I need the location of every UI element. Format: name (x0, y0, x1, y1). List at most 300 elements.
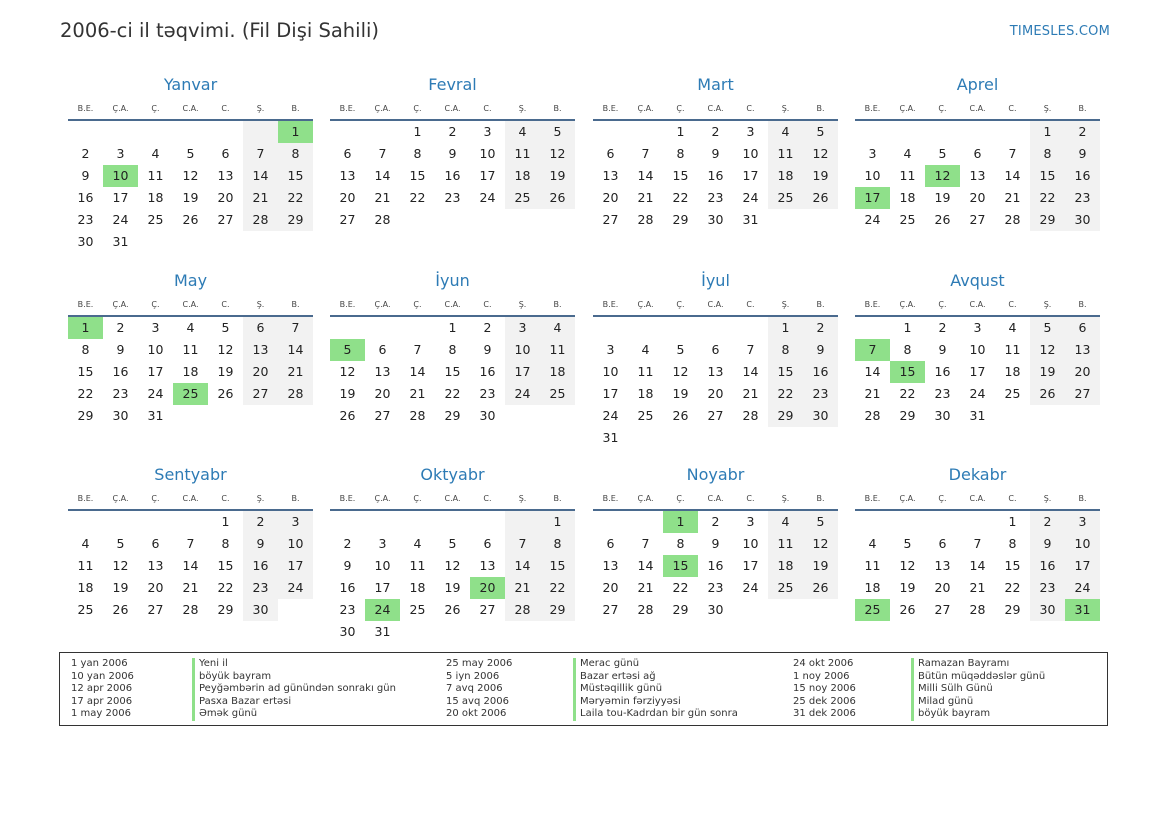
weekday-label: Ç.A. (112, 104, 129, 113)
day-cell: 11 (768, 533, 803, 555)
empty-cell (890, 121, 925, 143)
weekday-header (855, 99, 1100, 121)
day-cell: 1 (448, 320, 457, 335)
day-cell: 23 (1065, 187, 1100, 209)
weekday-label: Ç. (413, 494, 422, 503)
day-cell: 25 (899, 212, 916, 227)
weekday-label: Ş. (518, 104, 527, 113)
day-cell: 14 (864, 364, 881, 379)
day-cell: 15 (1004, 558, 1021, 573)
day-cell: 23 (339, 602, 356, 617)
weekday-label: Ş. (1043, 300, 1052, 309)
day-cell: 6 (483, 536, 492, 551)
day-cell: 15 (768, 361, 803, 383)
day-cell: 1 (676, 124, 685, 139)
day-cell: 19 (444, 580, 461, 595)
day-cell: 19 (899, 580, 916, 595)
day-cell: 13 (934, 558, 951, 573)
day-cell: 16 (803, 361, 838, 383)
day-cell: 7 (413, 342, 422, 357)
day-cell: 11 (637, 364, 654, 379)
day-cell: 31 (112, 234, 129, 249)
empty-cell (435, 511, 470, 533)
day-cell: 19 (803, 555, 838, 577)
day-cell: 30 (707, 212, 724, 227)
day-cell: 2 (803, 317, 838, 339)
day-cell: 29 (1030, 209, 1065, 231)
day-cell: 31 (147, 408, 164, 423)
day-cell: 16 (77, 190, 94, 205)
weekday-header (68, 489, 313, 511)
holiday-date: 1 noy 2006 (793, 670, 850, 682)
day-cell: 12 (803, 143, 838, 165)
weekday-label: B. (1078, 104, 1087, 113)
month-4 (68, 269, 313, 427)
day-cell: 21 (409, 386, 426, 401)
holiday-name: Milad günü (918, 695, 974, 707)
holiday-day-cell: 1 (663, 511, 698, 533)
weekday-label: C.A. (707, 300, 724, 309)
day-cell: 3 (483, 124, 492, 139)
day-cell: 25 (147, 212, 164, 227)
day-cell: 4 (641, 342, 650, 357)
day-cell: 12 (899, 558, 916, 573)
weekday-label: Ç. (938, 494, 947, 503)
day-cell: 5 (903, 536, 912, 551)
day-cell: 13 (243, 339, 278, 361)
day-cell: 14 (505, 555, 540, 577)
day-cell: 1 (221, 514, 230, 529)
day-cell: 26 (1030, 383, 1065, 405)
day-cell: 12 (217, 342, 234, 357)
day-cell: 18 (899, 190, 916, 205)
day-cell: 2 (448, 124, 457, 139)
weekday-label: Ç. (413, 104, 422, 113)
day-cell: 26 (803, 577, 838, 599)
day-cell: 30 (243, 599, 278, 621)
holiday-name: Bazar ertəsi ağ (580, 670, 656, 682)
day-cell: 13 (479, 558, 496, 573)
day-cell: 14 (182, 558, 199, 573)
day-cell: 23 (707, 190, 724, 205)
day-cell: 30 (707, 602, 724, 617)
weekday-label: C. (746, 494, 755, 503)
day-cell: 12 (672, 364, 689, 379)
month-name: Oktyabr (420, 465, 485, 484)
day-cell: 24 (969, 386, 986, 401)
day-cell: 17 (479, 168, 496, 183)
day-cell: 7 (641, 536, 650, 551)
month-6 (593, 269, 838, 449)
holiday-date: 1 yan 2006 (71, 658, 128, 669)
day-cell: 1 (540, 511, 575, 533)
day-grid (855, 121, 1100, 231)
empty-cell (138, 511, 173, 533)
day-cell: 5 (448, 536, 457, 551)
day-cell: 28 (505, 599, 540, 621)
day-cell: 15 (77, 364, 94, 379)
weekday-header (855, 295, 1100, 317)
holiday-date: 5 iyn 2006 (446, 670, 500, 682)
weekday-header (330, 489, 575, 511)
empty-cell (103, 121, 138, 143)
day-cell: 9 (938, 342, 947, 357)
weekday-header (68, 99, 313, 121)
day-cell: 22 (672, 580, 689, 595)
day-cell: 18 (182, 364, 199, 379)
weekday-label: C. (1008, 104, 1017, 113)
day-cell: 7 (973, 536, 982, 551)
weekday-label: B. (553, 300, 562, 309)
day-cell: 10 (147, 342, 164, 357)
day-cell: 13 (602, 558, 619, 573)
day-cell: 22 (1004, 580, 1021, 595)
weekday-label: B.E. (77, 104, 94, 113)
day-cell: 18 (768, 165, 803, 187)
day-cell: 22 (768, 383, 803, 405)
day-cell: 8 (1030, 143, 1065, 165)
day-cell: 5 (540, 121, 575, 143)
day-cell: 16 (1030, 555, 1065, 577)
empty-cell (505, 511, 540, 533)
weekday-label: Ş. (518, 494, 527, 503)
day-cell: 16 (1065, 165, 1100, 187)
day-cell: 16 (243, 555, 278, 577)
weekday-label: C.A. (707, 104, 724, 113)
day-grid (593, 511, 838, 621)
holiday-name: Pasxa Bazar ertəsi (199, 695, 292, 707)
day-cell: 28 (374, 212, 391, 227)
weekday-label: B.E. (77, 494, 94, 503)
day-cell: 27 (479, 602, 496, 617)
day-cell: 29 (77, 408, 94, 423)
day-cell: 27 (217, 212, 234, 227)
day-cell: 24 (742, 580, 759, 595)
day-cell: 11 (540, 339, 575, 361)
day-cell: 8 (278, 143, 313, 165)
day-cell: 22 (444, 386, 461, 401)
day-cell: 24 (1065, 577, 1100, 599)
day-cell: 26 (444, 602, 461, 617)
holiday-name: Bütün müqəddəslər günü (918, 670, 1046, 682)
empty-cell (628, 317, 663, 339)
day-cell: 7 (505, 533, 540, 555)
day-cell: 28 (969, 602, 986, 617)
day-cell: 9 (81, 168, 90, 183)
day-cell: 1 (768, 317, 803, 339)
empty-cell (960, 511, 995, 533)
day-cell: 3 (746, 124, 755, 139)
empty-cell (698, 317, 733, 339)
day-cell: 31 (969, 408, 986, 423)
day-cell: 23 (444, 190, 461, 205)
day-cell: 27 (243, 383, 278, 405)
weekday-label: Ç.A. (374, 300, 391, 309)
weekday-label: Ç.A. (899, 300, 916, 309)
day-cell: 4 (540, 317, 575, 339)
day-cell: 28 (1004, 212, 1021, 227)
day-cell: 3 (606, 342, 615, 357)
weekday-label: B.E. (339, 494, 356, 503)
month-8 (68, 463, 313, 621)
weekday-label: B.E. (864, 300, 881, 309)
day-cell: 8 (676, 146, 685, 161)
day-cell: 27 (969, 212, 986, 227)
holiday-name: Əmək günü (199, 708, 258, 720)
weekday-label: C. (221, 494, 230, 503)
empty-cell (400, 511, 435, 533)
day-cell: 13 (707, 364, 724, 379)
month-10 (593, 463, 838, 621)
weekday-label: C.A. (707, 494, 724, 503)
page-title: 2006-ci il təqvimi. (Fil Dişi Sahili) (60, 19, 380, 42)
day-cell: 26 (540, 187, 575, 209)
day-cell: 27 (602, 212, 619, 227)
holiday-list (59, 652, 1108, 726)
holiday-day-cell: 1 (68, 317, 103, 339)
empty-cell (138, 121, 173, 143)
day-cell: 14 (742, 364, 759, 379)
day-cell: 24 (278, 577, 313, 599)
day-cell: 17 (278, 555, 313, 577)
weekday-label: Ş. (1043, 104, 1052, 113)
day-cell: 20 (374, 386, 391, 401)
day-cell: 15 (217, 558, 234, 573)
day-cell: 25 (409, 602, 426, 617)
holiday-date: 20 okt 2006 (446, 708, 507, 720)
weekday-label: C. (1008, 494, 1017, 503)
weekday-label: B.E. (339, 300, 356, 309)
weekday-label: C.A. (182, 104, 199, 113)
day-cell: 3 (378, 536, 387, 551)
empty-cell (960, 121, 995, 143)
day-cell: 9 (483, 342, 492, 357)
day-cell: 22 (278, 187, 313, 209)
day-cell: 4 (1008, 320, 1017, 335)
day-cell: 21 (864, 386, 881, 401)
weekday-label: Ç. (676, 104, 685, 113)
day-cell: 27 (339, 212, 356, 227)
day-cell: 10 (602, 364, 619, 379)
day-cell: 13 (374, 364, 391, 379)
day-cell: 26 (934, 212, 951, 227)
day-cell: 20 (602, 580, 619, 595)
day-cell: 11 (899, 168, 916, 183)
day-cell: 12 (339, 364, 356, 379)
weekday-header (330, 99, 575, 121)
day-cell: 2 (81, 146, 90, 161)
day-cell: 21 (278, 361, 313, 383)
day-cell: 17 (969, 364, 986, 379)
day-cell: 21 (742, 386, 759, 401)
empty-cell (925, 511, 960, 533)
empty-cell (365, 317, 400, 339)
day-cell: 15 (278, 165, 313, 187)
day-cell: 3 (278, 511, 313, 533)
weekday-label: Ş. (781, 104, 790, 113)
weekday-label: B. (816, 494, 825, 503)
empty-cell (890, 511, 925, 533)
holiday-name: Ramazan Bayramı (918, 658, 1010, 669)
day-cell: 21 (1004, 190, 1021, 205)
day-cell: 29 (1004, 602, 1021, 617)
day-cell: 6 (938, 536, 947, 551)
weekday-header (330, 295, 575, 317)
day-cell: 9 (343, 558, 352, 573)
day-cell: 6 (606, 146, 615, 161)
day-cell: 2 (711, 514, 720, 529)
day-cell: 12 (112, 558, 129, 573)
day-cell: 22 (672, 190, 689, 205)
holiday-name: Merac günü (580, 658, 640, 669)
day-cell: 9 (116, 342, 125, 357)
day-cell: 19 (803, 165, 838, 187)
day-grid (330, 317, 575, 427)
holiday-name: Yeni il (199, 658, 228, 669)
day-cell: 11 (768, 143, 803, 165)
day-cell: 22 (540, 577, 575, 599)
day-cell: 1 (1030, 121, 1065, 143)
day-cell: 25 (768, 577, 803, 599)
day-cell: 8 (221, 536, 230, 551)
weekday-label: B. (553, 494, 562, 503)
empty-cell (330, 317, 365, 339)
day-cell: 16 (707, 558, 724, 573)
month-name: İyul (701, 271, 730, 290)
day-cell: 7 (378, 146, 387, 161)
day-cell: 26 (803, 187, 838, 209)
day-cell: 29 (444, 408, 461, 423)
day-cell: 22 (217, 580, 234, 595)
day-cell: 12 (444, 558, 461, 573)
day-cell: 4 (413, 536, 422, 551)
empty-cell (173, 511, 208, 533)
day-cell: 20 (243, 361, 278, 383)
day-grid (68, 121, 313, 253)
day-cell: 2 (116, 320, 125, 335)
day-cell: 25 (768, 187, 803, 209)
brand-link[interactable]: TIMESLES.COM (1009, 24, 1110, 39)
day-cell: 9 (1030, 533, 1065, 555)
day-cell: 25 (637, 408, 654, 423)
holiday-day-cell: 1 (278, 121, 313, 143)
month-name: Avqust (950, 271, 1005, 290)
holiday-day-cell: 24 (365, 599, 400, 621)
day-cell: 9 (243, 533, 278, 555)
day-cell: 5 (676, 342, 685, 357)
day-cell: 10 (742, 146, 759, 161)
day-cell: 17 (147, 364, 164, 379)
month-1 (330, 73, 575, 231)
day-cell: 29 (768, 405, 803, 427)
day-cell: 28 (182, 602, 199, 617)
weekday-label: Ç. (151, 300, 160, 309)
empty-cell (330, 121, 365, 143)
holiday-date: 31 dek 2006 (793, 708, 856, 720)
day-cell: 22 (899, 386, 916, 401)
weekday-label: Ş. (518, 300, 527, 309)
day-cell: 30 (77, 234, 94, 249)
day-cell: 31 (374, 624, 391, 639)
day-cell: 18 (864, 580, 881, 595)
day-cell: 2 (938, 320, 947, 335)
day-cell: 18 (768, 555, 803, 577)
holiday-day-cell: 15 (663, 555, 698, 577)
holiday-day-cell: 12 (925, 165, 960, 187)
empty-cell (400, 317, 435, 339)
day-cell: 28 (278, 383, 313, 405)
day-cell: 8 (413, 146, 422, 161)
day-cell: 3 (151, 320, 160, 335)
day-cell: 26 (899, 602, 916, 617)
weekday-label: Ç. (676, 494, 685, 503)
month-2 (593, 73, 838, 231)
day-cell: 3 (116, 146, 125, 161)
day-cell: 8 (768, 339, 803, 361)
weekday-label: Ç. (413, 300, 422, 309)
holiday-day-cell: 17 (855, 187, 890, 209)
day-cell: 19 (672, 386, 689, 401)
day-cell: 20 (1065, 361, 1100, 383)
day-grid (330, 511, 575, 643)
day-cell: 29 (278, 209, 313, 231)
day-cell: 5 (803, 121, 838, 143)
day-cell: 20 (339, 190, 356, 205)
day-cell: 7 (1008, 146, 1017, 161)
day-cell: 25 (540, 383, 575, 405)
weekday-label: C.A. (182, 494, 199, 503)
day-grid (593, 121, 838, 231)
day-cell: 6 (606, 536, 615, 551)
day-cell: 16 (112, 364, 129, 379)
day-cell: 20 (707, 386, 724, 401)
day-cell: 1 (903, 320, 912, 335)
holiday-name: Peyğəmbərin ad günündən sonrakı gün (199, 683, 396, 695)
day-cell: 9 (711, 536, 720, 551)
day-grid (855, 317, 1100, 427)
day-cell: 2 (243, 511, 278, 533)
day-cell: 30 (1030, 599, 1065, 621)
holiday-name: böyük bayram (199, 670, 272, 682)
month-name: Dekabr (948, 465, 1007, 484)
day-cell: 9 (1065, 143, 1100, 165)
weekday-label: Ç.A. (899, 494, 916, 503)
day-cell: 20 (602, 190, 619, 205)
day-cell: 17 (742, 558, 759, 573)
empty-cell (470, 511, 505, 533)
day-cell: 15 (409, 168, 426, 183)
weekday-label: C.A. (182, 300, 199, 309)
day-cell: 17 (1065, 555, 1100, 577)
day-cell: 11 (1004, 342, 1021, 357)
day-cell: 29 (217, 602, 234, 617)
day-cell: 10 (505, 339, 540, 361)
holiday-day-cell: 5 (330, 339, 365, 361)
holiday-date: 10 yan 2006 (71, 670, 134, 682)
weekday-label: C. (221, 300, 230, 309)
day-cell: 17 (602, 386, 619, 401)
holiday-name: böyük bayram (918, 708, 991, 720)
month-name: Mart (697, 75, 734, 94)
empty-cell (925, 121, 960, 143)
day-cell: 26 (182, 212, 199, 227)
weekday-header (593, 489, 838, 511)
day-cell: 14 (409, 364, 426, 379)
day-cell: 23 (1030, 577, 1065, 599)
day-cell: 3 (1065, 511, 1100, 533)
day-cell: 19 (1030, 361, 1065, 383)
day-cell: 23 (934, 386, 951, 401)
